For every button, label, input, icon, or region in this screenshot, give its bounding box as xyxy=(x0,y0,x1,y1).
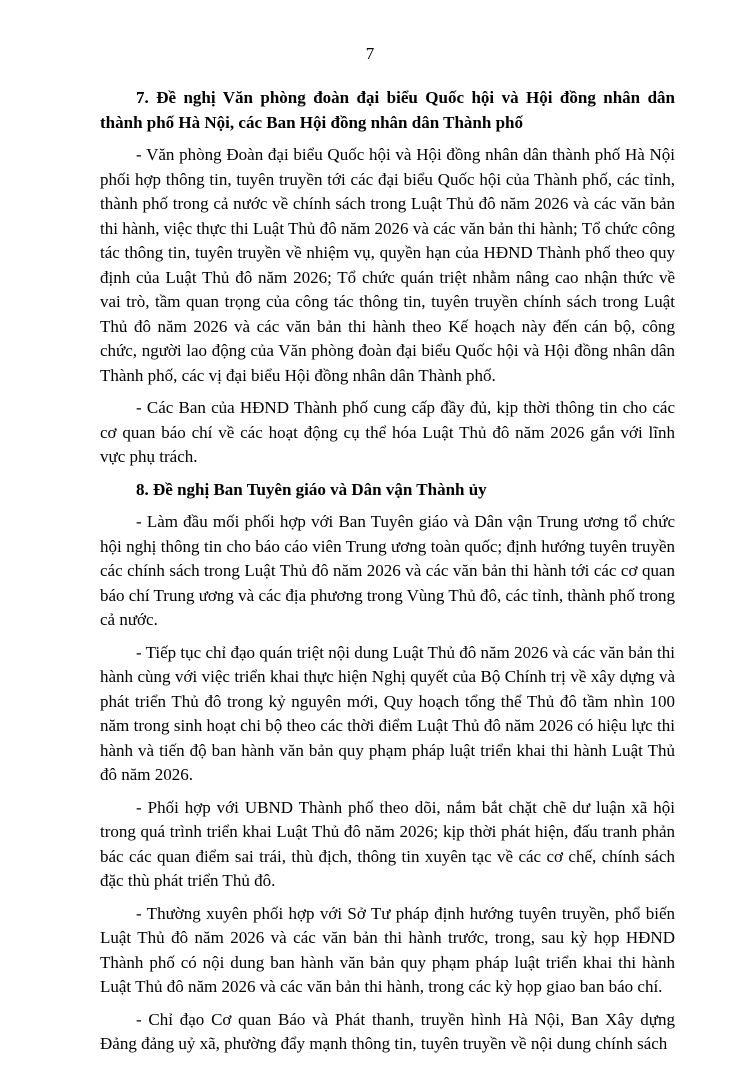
section-8-heading: 8. Đề nghị Ban Tuyên giáo và Dân vận Thành ủy xyxy=(136,479,487,499)
section-8-paragraph: - Thường xuyên phối hợp với Sở Tư pháp định hướng tuyên truyền, phổ biến Luật Thủ đô năm 2026 và các văn bản thi hành trước, trong, sau kỳ họp HĐND Thành phố có nội dung ban hành văn bản quy phạm pháp luật triển khai thi hành Luật Thủ đô năm 2026 và các văn bản thi hành, trong các kỳ họp giao ban báo chí. xyxy=(100,903,675,996)
section-7-heading: 7. Đề nghị Văn phòng đoàn đại biểu Quốc hội và Hội đồng nhân dân thành phố Hà Nội, các Ban Hội đồng nhân dân Thành phố xyxy=(100,88,675,132)
section-7-paragraph: - Các Ban của HĐND Thành phố cung cấp đầy đủ, kịp thời thông tin cho các cơ quan báo chí về các hoạt động cụ thể hóa Luật Thủ đô năm 2026 gắn với lĩnh vực phụ trách. xyxy=(100,398,675,466)
document-body xyxy=(100,86,675,1065)
page-number: 7 xyxy=(365,44,375,63)
section-8-paragraph: - Làm đầu mối phối hợp với Ban Tuyên giáo và Dân vận Trung ương tổ chức hội nghị thông tin cho báo cáo viên Trung ương toàn quốc; định hướng tuyên truyền các chính sách trong Luật Thủ đô năm 2026 và các văn bản thi hành tới các cơ quan báo chí Trung ương và các địa phương trong Vùng Thủ đô, các tỉnh, thành phố trong cả nước. xyxy=(100,512,675,629)
section-8-paragraph: - Phối hợp với UBND Thành phố theo dõi, nắm bắt chặt chẽ dư luận xã hội trong quá trình triển khai Luật Thủ đô năm 2026; kịp thời phát hiện, đấu tranh phản bác các quan điểm sai trái, thù địch, thông tin xuyên tạc về các cơ chế, chính sách đặc thù phát triển Thủ đô. xyxy=(100,797,675,890)
section-7-paragraph: - Văn phòng Đoàn đại biểu Quốc hội và Hội đồng nhân dân thành phố Hà Nội phối hợp thông tin, tuyên truyền tới các đại biểu Quốc hội của Thành phố, các tỉnh, thành phố trong cả nước về chính sách trong Luật Thủ đô năm 2026 và các văn bản thi hành, việc thực thi Luật Thủ đô năm 2026 và các văn bản thi hành; Tổ chức công tác thông tin, tuyên truyền về nhiệm vụ, quyền hạn của HĐND Thành phố theo quy định của Luật Thủ đô năm 2026; Tổ chức quán triệt nhằm nâng cao nhận thức về vai trò, tầm quan trọng của công tác thông tin, tuyên truyền chính sách trong Luật Thủ đô năm 2026 và các văn bản thi hành theo Kế hoạch này đến cán bộ, công chức, người lao động của Văn phòng đoàn đại biểu Quốc hội và Hội đồng nhân dân Thành phố, các vị đại biểu Hội đồng nhân dân Thành phố. xyxy=(100,145,675,385)
section-8-paragraph: - Chỉ đạo Cơ quan Báo và Phát thanh, truyền hình Hà Nội, Ban Xây dựng Đảng đảng uỷ xã, phường đẩy mạnh thông tin, tuyên truyền về nội dung chính sách xyxy=(100,1009,675,1053)
section-8-paragraph: - Tiếp tục chỉ đạo quán triệt nội dung Luật Thủ đô năm 2026 và các văn bản thi hành cùng với việc triển khai thực hiện Nghị quyết của Bộ Chính trị về xây dựng và phát triển Thủ đô trong kỷ nguyên mới, Quy hoạch tổng thể Thủ đô tầm nhìn 100 năm trong sinh hoạt chi bộ theo các thời điểm Luật Thủ đô năm 2026 có hiệu lực thi hành và tiến độ ban hành văn bản quy phạm pháp luật triển khai thi hành Luật Thủ đô năm 2026. xyxy=(100,642,675,784)
